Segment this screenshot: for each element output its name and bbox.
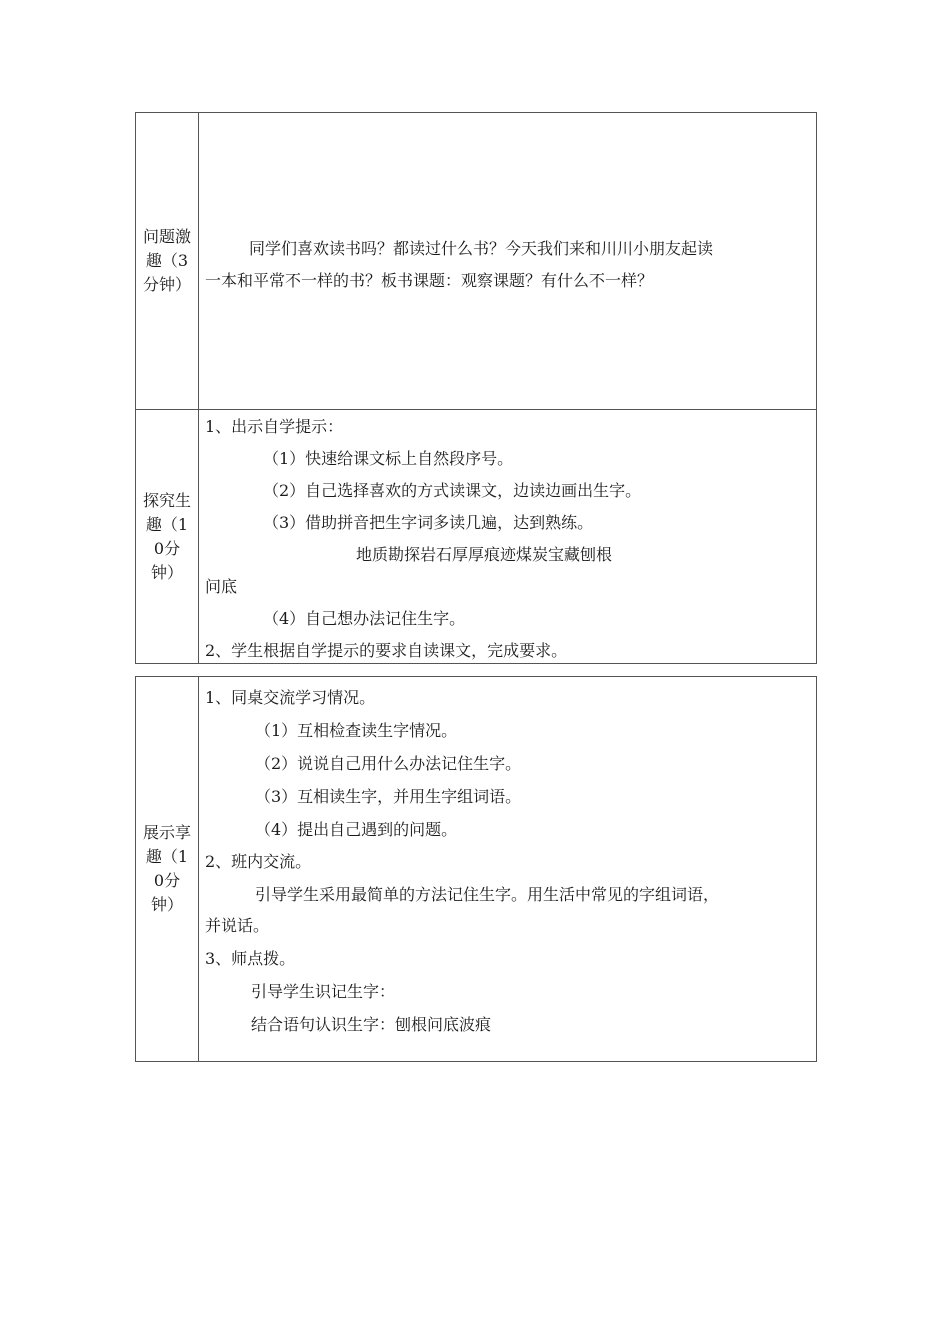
content-line: 一本和平常不一样的书？板书课题：观察课题？有什么不一样？ [205,271,654,290]
lesson-table-2 [135,676,817,1062]
content-line: 问底 [205,577,238,596]
content-line: 地质勘探岩石厚厚痕迹煤炭宝藏刨根 [356,545,613,564]
content-line: 1、同桌交流学习情况。 [205,688,376,707]
row-content-explore [199,410,816,664]
content-line: （3）互相读生字，并用生字组词语。 [255,787,522,806]
row-label-question: 问题激趣（3分钟） [136,113,199,409]
row-content-question [199,113,816,409]
lesson-table-1 [135,112,817,664]
content-line: （1）互相检查读生字情况。 [255,721,458,740]
content-line: （4）自己想办法记住生字。 [263,609,466,628]
row-label-explore: 探究生趣（10分钟） [136,410,199,664]
content-line: （2）自己选择喜欢的方式读课文，边读边画出生字。 [263,481,642,500]
content-line: 1、出示自学提示： [205,417,344,436]
content-line: 结合语句认识生字：刨根问底波痕 [251,1015,492,1034]
content-line: 同学们喜欢读书吗？都读过什么书？今天我们来和川川小朋友起读 [249,239,714,258]
row-label-showcase: 展示享趣（10分钟） [136,677,199,1061]
content-line: 3、师点拨。 [205,949,296,968]
content-line: 并说话。 [205,916,270,935]
content-line: 引导学生识记生字： [251,982,396,1001]
content-line: 引导学生采用最简单的方法记住生字。用生活中常见的字组词语， [255,885,720,904]
content-line: 2、班内交流。 [205,852,312,871]
content-line: （3）借助拼音把生字词多读几遍，达到熟练。 [263,513,594,532]
row-content-showcase [199,677,816,1061]
content-line: 2、学生根据自学提示的要求自读课文，完成要求。 [205,641,568,660]
content-line: （2）说说自己用什么办法记住生字。 [255,754,522,773]
table-row-showcase [136,677,816,1061]
table-row-question [136,113,816,409]
content-line: （4）提出自己遇到的问题。 [255,820,458,839]
table-row-explore [136,409,816,664]
content-line: （1）快速给课文标上自然段序号。 [263,449,514,468]
